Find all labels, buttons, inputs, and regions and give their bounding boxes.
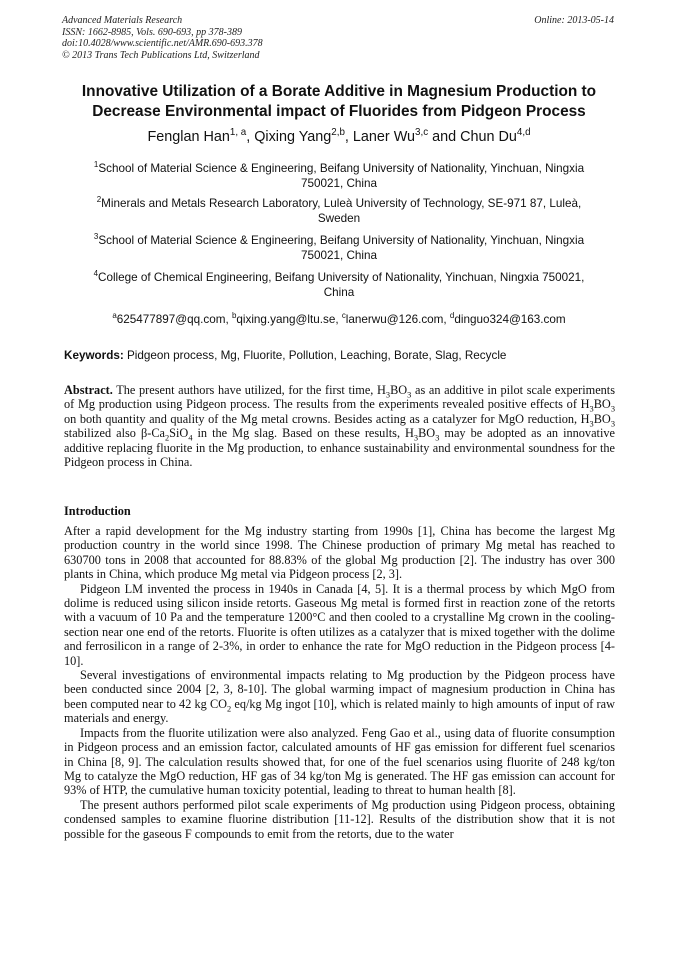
abstract-text: on both quantity and quality of the Mg metal crowns. Besides acting as a catalyzer for MgO reduction, H: [64, 411, 590, 426]
issn-line: ISSN: 1662-8985, Vols. 690-693, pp 378-389: [62, 26, 242, 38]
email-sup: c: [341, 311, 346, 321]
journal-name: Advanced Materials Research: [62, 15, 183, 26]
paragraph: Pidgeon LM invented the process in 1940s in Canada [4, 5]. It is a thermal process by which MgO from dolime is reduced using silicon inside retorts. Gaseous Mg metal is formed first in reaction zone of the retorts with a vacuum of 10 Pa and the temperature 1200°C and then cooled to a crystalline Mg crown in the cooling-section near one end of the retorts. Fluorite is often utilizes as a catalyzer that is mixed together with the dolime and ferrosilicon in a range of 2-3%, in order to enhance the rate for MgO reduction in the Pidgeon process [4-10].: [64, 581, 615, 668]
abstract-text: stabilized also β-Ca: [64, 426, 165, 441]
subscript: 2: [227, 704, 232, 714]
affiliation-line: College of Chemical Engineering, Beifang University of Nationality, Yinchuan, Ningxia 750021,: [98, 271, 585, 284]
abstract-text: BO: [418, 426, 436, 441]
email-sup: d: [449, 311, 455, 321]
affiliation-number: 1: [93, 160, 99, 170]
abstract-text: BO: [593, 411, 611, 426]
doi-line: doi:10.4028/www.scientific.net/AMR.690-693.378: [62, 38, 263, 49]
abstract-label: Abstract.: [64, 383, 113, 397]
paragraph-text: Several investigations of environmental impacts relating to Mg production by the Pidgeon process have been conducted since 2004 [2, 3, 8-10]. The global warming impact of magnesium production in China has been computed near to 42 kg CO: [64, 668, 615, 711]
author-name: Laner Wu: [352, 129, 416, 145]
email-address: qixing.yang@ltu.se: [236, 313, 336, 326]
affiliation: [70, 162, 608, 191]
affiliation-number: 2: [96, 195, 102, 205]
affiliation-line: School of Material Science & Engineering, Beifang University of Nationality, Yinchuan, Ningxia: [98, 234, 585, 247]
abstract-text: in the Mg slag. Based on these results, H: [192, 426, 414, 441]
paragraph: The present authors performed pilot scale experiments of Mg production using Pidgeon process, obtaining condensed samples to examine fluorine distribution [11-12]. Results of the distribution show that it is not possible for the gaseous F compounds to emit from the retorts, due to the water: [64, 797, 615, 841]
abstract-text: as an additive in pilot scale experiments of Mg production using Pidgeon process. The results from the experiments revealed positive effects of H: [64, 383, 616, 412]
author-name: Qixing Yang: [254, 129, 332, 145]
section-heading: Introduction: [64, 504, 131, 518]
author-sep: ,: [246, 129, 255, 145]
email-sep: ,: [225, 313, 232, 326]
paper-title: [40, 82, 638, 122]
subscript: 3: [589, 419, 594, 429]
author-sup: 4,d: [516, 127, 531, 139]
subscript: 3: [610, 404, 615, 414]
email-sep: ,: [335, 313, 342, 326]
email-sep: ,: [443, 313, 450, 326]
keywords-text: Pidgeon process, Mg, Fluorite, Pollution, Leaching, Borate, Slag, Recycle: [123, 349, 507, 362]
subscript: 3: [589, 404, 594, 414]
subscript: 2: [164, 433, 170, 443]
email-sup: a: [112, 311, 117, 321]
abstract-text: The present authors have utilized, for the first time, H: [112, 383, 386, 397]
author-sup: 1, a: [229, 127, 247, 139]
subscript: 3: [435, 433, 440, 443]
keywords-label: Keywords:: [64, 349, 124, 362]
affiliation-line: 750021, China: [300, 176, 378, 190]
keywords: [64, 348, 616, 364]
abstract-text: BO: [593, 397, 611, 412]
affiliation: [70, 197, 608, 226]
affiliation-line: 750021, China: [300, 248, 378, 262]
affiliation-line: Sweden: [317, 211, 361, 225]
paragraph: [64, 668, 615, 726]
email-address: lanerwu@126.com: [345, 313, 444, 326]
subscript: 3: [407, 390, 412, 400]
author-list: [40, 127, 638, 147]
paragraph: After a rapid development for the Mg industry starting from 1990s [1], China has become the largest Mg production country in the world since 1998. The Chinese production of primary Mg metal has reached to 630700 tons in 2008 that accounted for 88.83% of the global Mg production [2]. The industry has over 300 plants in China, which produce Mg metal via Pidgeon process [2, 3].: [64, 524, 615, 582]
copyright-line: © 2013 Trans Tech Publications Ltd, Switzerland: [62, 49, 260, 61]
title-line-1: Innovative Utilization of a Borate Additive in Magnesium Production to: [81, 83, 597, 100]
introduction-body: [64, 524, 615, 841]
affiliation: [70, 271, 608, 300]
email-address: 625477897@qq.com: [116, 313, 226, 326]
subscript: 3: [413, 433, 419, 443]
author-sep: and: [428, 129, 461, 145]
subscript: 3: [385, 390, 391, 400]
subscript: 4: [188, 433, 193, 443]
author-name: Fenglan Han: [147, 129, 230, 145]
affiliation-number: 3: [93, 232, 99, 242]
paragraph: Impacts from the fluorite utilization were also analyzed. Feng Gao et al., using data of fluorite consumption in Pidgeon process and an emission factor, calculated amounts of HF gas emission for different fuel scenarios in China [8, 9]. The calculation results showed that, for one of the fuel scenarios using fluorite of 248 kg/ton Mg to catalyze the MgO reduction, HF gas of 34 kg/ton Mg is generated. The HF gas emission can account for 93% of HTP, the cumulative human toxicity potential, leading to threat to human health [8].: [64, 725, 615, 798]
paragraph-text: eq/kg Mg ingot [10], which is related mainly to high amounts of input of raw materials and energy.: [64, 696, 615, 726]
author-sup: 2,b: [331, 127, 345, 139]
online-date: Online: 2013-05-14: [534, 15, 614, 26]
author-sup: 3,c: [415, 127, 429, 139]
affiliation-number: 4: [93, 269, 98, 279]
running-header: [62, 15, 263, 61]
subscript: 3: [610, 419, 615, 429]
affiliation-line: School of Material Science & Engineering, Beifang University of Nationality, Yinchuan, Ningxia: [98, 162, 585, 175]
author-sep: ,: [344, 129, 353, 145]
affiliation: [70, 234, 608, 263]
abstract-text: SiO: [169, 426, 189, 441]
abstract: [64, 383, 615, 469]
author-name: Chun Du: [460, 129, 517, 145]
abstract-text: may be adopted as an innovative additive replacing fluorite in the Mg production, to enhance sustainability and environmental soundness for the Pidgeon process in China.: [64, 426, 615, 470]
affiliation-line: China: [323, 285, 355, 299]
email-address: dinguo324@163.com: [454, 313, 566, 326]
email-sup: b: [231, 311, 237, 321]
title-line-2: Decrease Environmental impact of Fluorides from Pidgeon Process: [92, 103, 586, 120]
abstract-text: BO: [390, 383, 408, 397]
affiliation-line: Minerals and Metals Research Laboratory, Luleà University of Technology, SE-971 87, Luleà,: [101, 197, 582, 210]
email-list: [40, 312, 638, 328]
